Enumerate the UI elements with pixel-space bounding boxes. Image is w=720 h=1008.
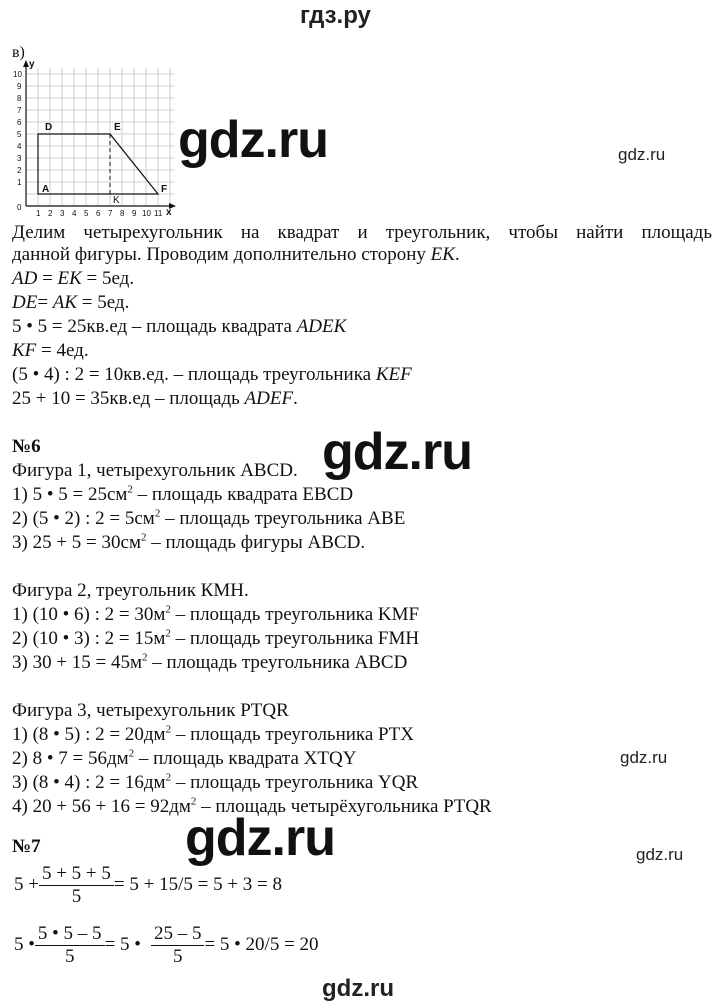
text-line: 3) $30 + 15 = 45м^2$ – площадь треугольника ABCD — [12, 651, 408, 673]
text-line: данной фигуры. Проводим дополнительно сторону ЕК. — [12, 244, 460, 265]
svg-text:10: 10 — [142, 209, 151, 218]
text-line: 5 • 5 = 25кв.ед – площадь квадрата ADEK — [12, 316, 347, 337]
watermark-large: gdz.ru — [322, 423, 472, 481]
svg-text:3: 3 — [60, 209, 65, 218]
svg-text:2: 2 — [17, 166, 22, 175]
text-line: Делим четырехугольник на квадрат и треугольник, чтобы найти площадь — [12, 222, 712, 243]
equation-1: 5 + $\frac{5 + 5 + 5}{5}$ = 5 + 15/5 = 5 + 3 = 8 — [14, 862, 283, 907]
section-title-7: №7 — [12, 836, 41, 857]
coordinate-grid-figure — [8, 58, 178, 218]
svg-text:2: 2 — [48, 209, 53, 218]
page-header: гдз.ру — [300, 2, 371, 29]
svg-text:1: 1 — [17, 178, 22, 187]
text-line: 4) $20 + 56 + 16 = 92дм^2$ – площадь четырёхугольника PTQR — [12, 795, 492, 817]
fraction: $\frac{25 - 5}{5}$ — [151, 923, 205, 968]
text-line: Фигура 2, треугольник КМН. — [12, 580, 249, 601]
svg-text:9: 9 — [17, 82, 22, 91]
text-line: 25 + 10 = 35кв.ед – площадь ADEF. — [12, 388, 298, 409]
svg-text:1: 1 — [36, 209, 41, 218]
figure-label: в) — [12, 44, 25, 61]
section-title-6: №6 — [12, 436, 41, 457]
watermark-large: gdz.ru — [178, 111, 328, 169]
fraction: $\frac{5 + 5 + 5}{5}$ — [39, 863, 114, 908]
svg-text:x: x — [166, 207, 172, 218]
svg-text:8: 8 — [17, 94, 22, 103]
text-line: Фигура 1, четырехугольник ABCD. — [12, 460, 298, 481]
svg-text:A: A — [42, 184, 50, 195]
watermark-small: gdz.ru — [636, 845, 684, 864]
svg-text:K: K — [113, 195, 120, 206]
text-line: 2) (5 • 2) : $2 = 5см^2$ – площадь треугольника ABE — [12, 507, 406, 529]
svg-text:4: 4 — [17, 142, 22, 151]
text-line: 3) (8 • 4) : $2 = 16дм^2$ – площадь треугольника YQR — [12, 771, 419, 793]
text-line: 1) (8 • 5) : $2 = 20дм^2$ – площадь треугольника PTX — [12, 723, 414, 745]
svg-text:D: D — [45, 122, 53, 133]
text-line: DE= АК = 5ед. — [12, 292, 130, 313]
text-line: 1) (10 • 6) : $2 = 30м^2$ – площадь треугольника KMF — [12, 603, 420, 625]
watermark-large: gdz.ru — [185, 809, 335, 867]
svg-text:7: 7 — [108, 209, 113, 218]
text-line: (5 • 4) : 2 = 10кв.ед. – площадь треугольника KEF — [12, 364, 412, 385]
svg-text:11: 11 — [154, 209, 163, 218]
text-line: 2) (10 • 3) : $2 = 15м^2$ – площадь треугольника FMH — [12, 627, 420, 649]
svg-text:3: 3 — [17, 154, 22, 163]
page-footer: gdz.ru — [322, 975, 394, 1002]
text-line: 2) 8 • $7 = 56дм^2$ – площадь квадрата XTQY — [12, 747, 357, 769]
svg-text:9: 9 — [132, 209, 137, 218]
svg-text:F: F — [161, 184, 168, 195]
svg-text:6: 6 — [17, 118, 22, 127]
text-line: Фигура 3, четырехугольник PTQR — [12, 700, 289, 721]
svg-text:8: 8 — [120, 209, 125, 218]
svg-text:5: 5 — [17, 130, 22, 139]
svg-text:7: 7 — [17, 106, 22, 115]
watermark-small: gdz.ru — [618, 145, 666, 164]
text-line: AD = ЕК = 5ед. — [12, 268, 135, 289]
svg-text:6: 6 — [96, 209, 101, 218]
svg-text:y: y — [29, 59, 35, 70]
svg-text:0: 0 — [17, 203, 22, 212]
text-line: 3) $25 + 5 = 30см^2$ – площадь фигуры ABCD. — [12, 531, 366, 553]
svg-text:5: 5 — [84, 209, 89, 218]
equation-2: 5 • $\frac{5 • 5 - 5}{5}$ = 5 • $\frac{25 - 5}{5}$ = 5 • 20/5 = 20 — [14, 922, 319, 967]
svg-text:4: 4 — [72, 209, 77, 218]
fraction: $\frac{5 • 5 - 5}{5}$ — [35, 923, 105, 968]
text-line: KF = 4ед. — [12, 340, 89, 361]
text-line: 1) 5 • $5 = 25см^2$ – площадь квадрата EBCD — [12, 483, 354, 505]
svg-text:10: 10 — [13, 70, 22, 79]
svg-text:E: E — [114, 122, 121, 133]
watermark-small: gdz.ru — [620, 748, 668, 767]
